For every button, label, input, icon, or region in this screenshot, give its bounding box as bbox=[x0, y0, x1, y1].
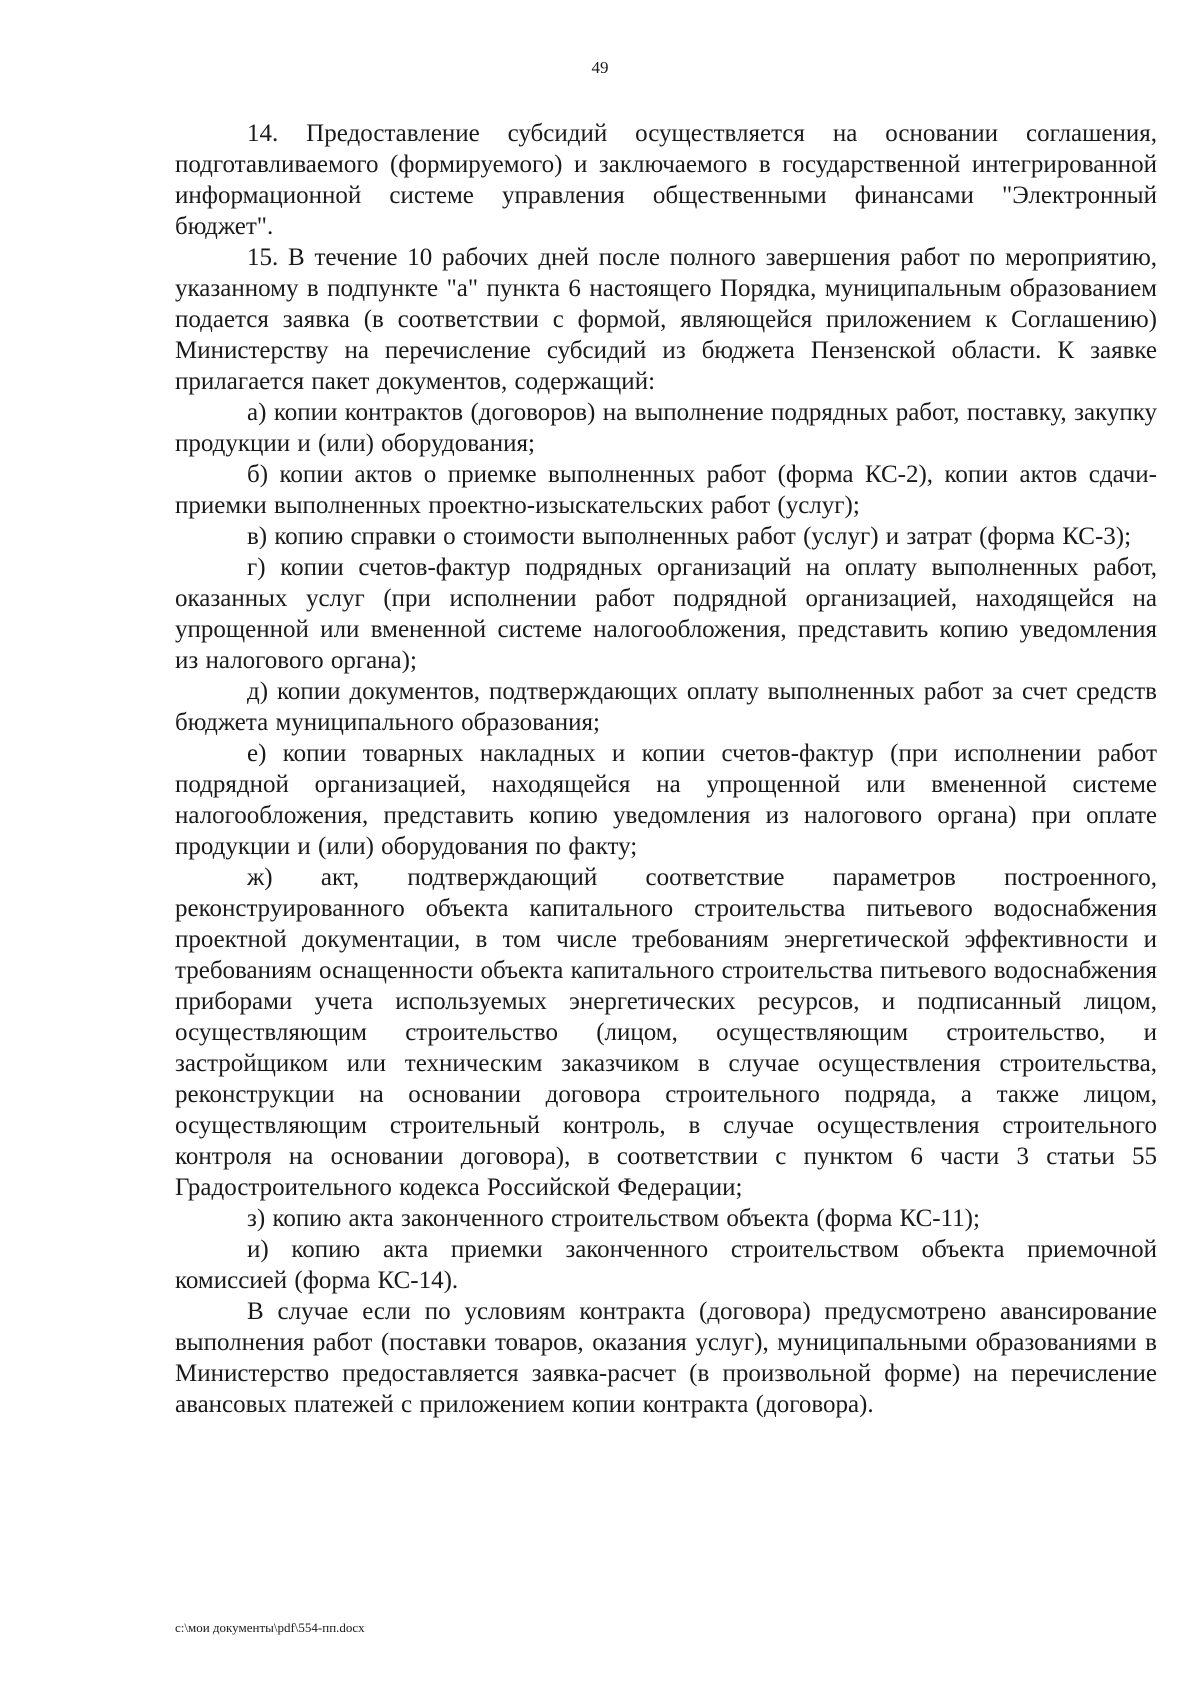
list-item-d: д) копии документов, подтверждающих оплату выполненных работ за счет средств бюджета муниципального образования; bbox=[175, 678, 1157, 736]
list-item-v: в) копию справки о стоимости выполненных работ (услуг) и затрат (форма КС-3); bbox=[247, 523, 1132, 550]
page-number: 49 bbox=[591, 58, 609, 77]
list-item-a: а) копии контрактов (договоров) на выполнение подрядных работ, поставку, закупку продукции и (или) оборудования; bbox=[175, 399, 1157, 457]
paragraph-15: 15. В течение 10 рабочих дней после полного завершения работ по мероприятию, указанному в подпункте "а" пункта 6 настоящего Порядка, муниципальным образованием подается заявка (в соответствии с формой, являющейся приложением к Соглашению) Министерству на перечисление субсидий из бюджета Пензенской области. К заявке прилагается пакет документов, содержащий: bbox=[175, 244, 1157, 395]
paragraph-14: 14. Предоставление субсидий осуществляется на основании соглашения, подготавливаемого (формируемого) и заключаемого в государственной интегрированной информационной системе управления общественными финансами "Электронный бюджет". bbox=[175, 120, 1157, 240]
list-item-e: е) копии товарных накладных и копии счетов-фактур (при исполнении работ подрядной организацией, находящейся на упрощенной или вмененной системе налогообложения, представить копию уведомления из налогового органа) при оплате продукции и (или) оборудования по факту; bbox=[175, 740, 1157, 860]
list-item-z: з) копию акта законченного строительством объекта (форма КС-11); bbox=[247, 1205, 980, 1232]
paragraph-advance: В случае если по условиям контракта (договора) предусмотрено авансирование выполнения работ (поставки товаров, оказания услуг), муниципальными образованиями в Министерство предоставляется заявка-расчет (в произвольной форме) на перечисление авансовых платежей с приложением копии контракта (договора). bbox=[175, 1298, 1157, 1418]
list-item-zh: ж) акт, подтверждающий соответствие параметров построенного, реконструированного объекта капитального строительства питьевого водоснабжения проектной документации, в том числе требованиям энергетической эффективности и требованиям оснащенности объекта капитального строительства питьевого водоснабжения приборами учета используемых энергетических ресурсов, и подписанный лицом, осуществляющим строительство (лицом, осуществляющим строительство, и застройщиком или техническим заказчиком в случае осуществления строительства, реконструкции на основании договора строительного подряда, а также лицом, осуществляющим строительный контроль, в случае осуществления строительного контроля на основании договора), в соответствии с пунктом 6 части 3 статьи 55 Градостроительного кодекса Российской Федерации; bbox=[175, 864, 1157, 1201]
list-item-g: г) копии счетов-фактур подрядных организаций на оплату выполненных работ, оказанных услуг (при исполнении работ подрядной организацией, находящейся на упрощенной или вмененной системе налогообложения, представить копию уведомления из налогового органа); bbox=[175, 554, 1157, 674]
list-item-i: и) копию акта приемки законченного строительством объекта приемочной комиссией (форма КС-14). bbox=[175, 1236, 1157, 1294]
document-body bbox=[175, 118, 1157, 1420]
footer-file-path: c:\мои документы\pdf\554-пп.docx bbox=[175, 1620, 365, 1635]
list-item-b: б) копии актов о приемке выполненных работ (форма КС-2), копии актов сдачи-приемки выполненных проектно-изыскательских работ (услуг); bbox=[175, 461, 1157, 519]
